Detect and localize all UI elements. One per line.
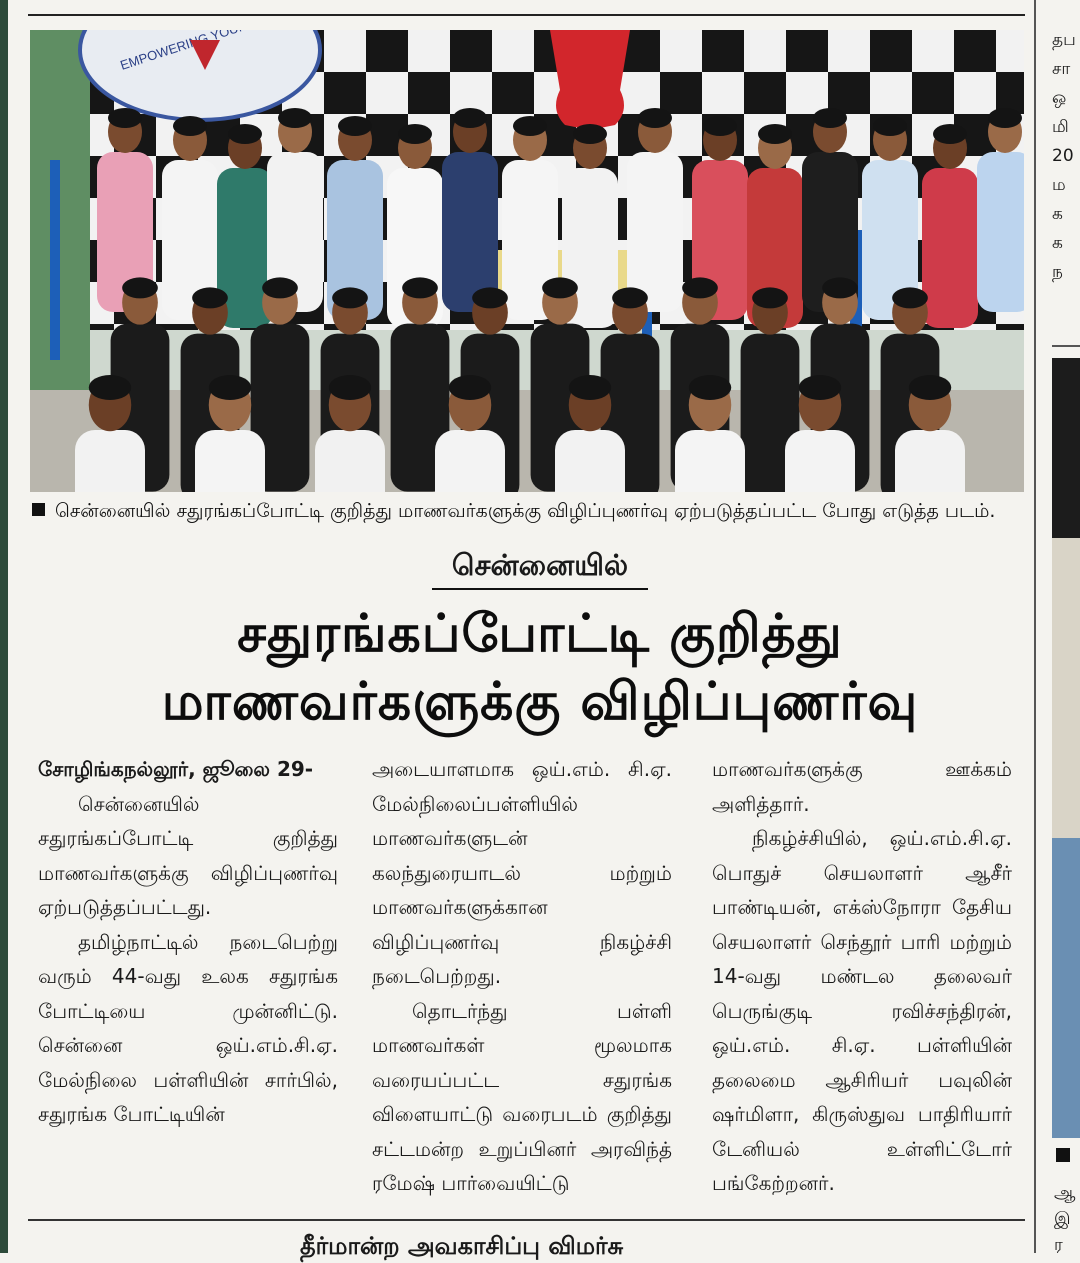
kicker-text: சென்னையில் — [432, 548, 648, 590]
headline-line-1: சதுரங்கப்போட்டி குறித்து — [237, 604, 843, 664]
left-edge-strip — [0, 0, 8, 1253]
dateline: சோழிங்கநல்லூர், ஜூலை 29- — [38, 757, 314, 781]
article-column-1 — [38, 752, 338, 1132]
kicker — [0, 548, 1080, 586]
adjacent-caption-text — [1054, 1180, 1080, 1258]
paragraph: அடையாளமாக ஒய்.எம். சி.ஏ. மேல்நிலைப்பள்ளியில் மாணவர்களுடன் கலந்துரையாடல் மற்றும் மாணவர்களுக்கான விழிப்புணர்வு நிகழ்ச்சி நடைபெற்றது. — [372, 757, 672, 988]
adjacent-line: மி — [1052, 117, 1069, 137]
article-column-3 — [712, 752, 1012, 1201]
adjacent-line: க — [1052, 204, 1063, 224]
paragraph: மாணவர்களுக்கு ஊக்கம் அளித்தார். — [712, 757, 1012, 816]
adjacent-article-text — [1052, 0, 1080, 345]
article-column-2 — [372, 752, 672, 1201]
adjacent-caption-bullet — [1056, 1148, 1070, 1162]
adjacent-line: ஆ — [1054, 1183, 1076, 1203]
adjacent-line: ம — [1052, 175, 1066, 195]
adjacent-article-photo — [1052, 358, 1080, 1138]
adjacent-line: 20 — [1052, 146, 1074, 166]
adjacent-line: தப — [1052, 30, 1076, 50]
top-rule — [28, 14, 1025, 16]
headline-line-2: மாணவர்களுக்கு விழிப்புணர்வு — [161, 672, 919, 732]
paragraph: தமிழ்நாட்டில் நடைபெற்று வரும் 44-வது உலக சதுரங்க போட்டியை முன்னிட்டு. சென்னை ஒய்.எம்.சி.ஏ. மேல்நிலை பள்ளியின் சார்பில், சதுரங்க போட்டியின் — [38, 929, 338, 1126]
right-strip-rule — [1052, 345, 1080, 347]
caption-text: சென்னையில் சதுரங்கப்போட்டி குறித்து மாணவர்களுக்கு விழிப்புணர்வு ஏற்படுத்தப்பட்ட போது எடுத்த படம். — [55, 500, 996, 522]
adjacent-line: ர — [1054, 1235, 1063, 1255]
adjacent-line: க — [1052, 233, 1063, 253]
paragraph: தொடர்ந்து பள்ளி மாணவர்கள் மூலமாக வரையப்பட்ட சதுரங்க விளையாட்டு வரைபடம் குறித்து சட்டமன்ற உறுப்பினர் அரவிந்த் ரமேஷ் பார்வையிட்டு — [372, 998, 672, 1195]
photo-caption — [32, 495, 1022, 527]
adjacent-line: ஒ — [1052, 88, 1067, 108]
adjacent-line: இ — [1054, 1209, 1071, 1229]
caption-bullet — [32, 503, 45, 516]
adjacent-line: ந — [1052, 262, 1063, 282]
paragraph: சென்னையில் சதுரங்கப்போட்டி குறித்து மாணவர்களுக்கு விழிப்புணர்வு ஏற்படுத்தப்பட்டது. — [38, 791, 338, 919]
next-article-headline: தீர்மான்ற அவகாசிப்பு விமர்சு — [300, 1232, 624, 1260]
adjacent-line: சா — [1052, 59, 1071, 79]
bottom-rule — [28, 1219, 1025, 1221]
news-photo — [30, 30, 1024, 492]
paragraph: நிகழ்ச்சியில், ஒய்.எம்.சி.ஏ. பொதுச் செயலாளர் ஆசீர் பாண்டியன், எக்ஸ்நோரா தேசிய செயலாளர் செந்தூர் பாரி மற்றும் 14-வது மண்டல தலைவர் பெருங்குடி ரவிச்சந்திரன், ஒய்.எம். சி.ஏ. பள்ளியின் தலைமை ஆசிரியர் பவுலின் ஷர்மிளா, கிருஸ்துவ பாதிரியார் டேனியல் உள்ளிட்டோர் பங்கேற்றனர். — [712, 826, 1012, 1195]
